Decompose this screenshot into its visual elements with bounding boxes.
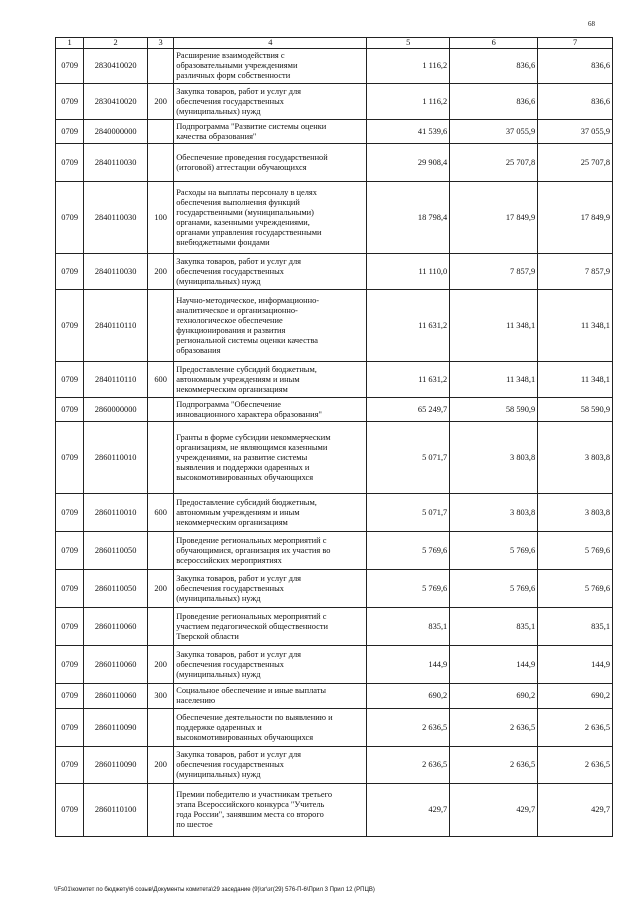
amount-year2-cell: 2 636,5 [450, 747, 538, 784]
amount-year1-cell: 690,2 [367, 684, 450, 709]
section-code-cell: 0709 [56, 254, 84, 290]
amount-year3-cell: 5 769,6 [538, 570, 613, 608]
amount-year2-cell: 58 590,9 [450, 398, 538, 422]
item-name-cell: Обеспечение деятельности по выявлению и поддержке одаренных и высокомотивированных обучающихся [174, 709, 367, 747]
target-code-cell: 2860110060 [84, 646, 148, 684]
table-row [56, 84, 613, 120]
amount-year3-cell: 690,2 [538, 684, 613, 709]
amount-year2-cell: 836,6 [450, 49, 538, 84]
item-name-cell: Закупка товаров, работ и услуг для обеспечения государственных (муниципальных) нужд [174, 747, 367, 784]
expense-type-cell [147, 784, 173, 837]
expense-type-cell [147, 120, 173, 144]
amount-year2-cell: 144,9 [450, 646, 538, 684]
amount-year3-cell: 11 348,1 [538, 362, 613, 398]
target-code-cell: 2830410020 [84, 84, 148, 120]
item-name-cell: Закупка товаров, работ и услуг для обеспечения государственных (муниципальных) нужд [174, 570, 367, 608]
section-code-cell: 0709 [56, 49, 84, 84]
amount-year3-cell: 3 803,8 [538, 422, 613, 494]
amount-year3-cell: 2 636,5 [538, 709, 613, 747]
amount-year1-cell: 5 071,7 [367, 422, 450, 494]
budget-table [55, 37, 613, 837]
table-row [56, 422, 613, 494]
amount-year3-cell: 2 636,5 [538, 747, 613, 784]
section-code-cell: 0709 [56, 784, 84, 837]
table-row [56, 362, 613, 398]
expense-type-cell [147, 608, 173, 646]
section-code-cell: 0709 [56, 182, 84, 254]
item-name-cell: Подпрограмма "Развитие системы оценки качества образования" [174, 120, 367, 144]
item-name-cell: Расширение взаимодействия с образовательными учреждениями различных форм собственности [174, 49, 367, 84]
item-name-cell: Научно-методическое, информационно- аналитическое и организационно- технологическое обеспечение функционирования и развития региональной системы оценки качества образования [174, 290, 367, 362]
amount-year1-cell: 1 116,2 [367, 84, 450, 120]
amount-year1-cell: 835,1 [367, 608, 450, 646]
table-header-row [56, 38, 613, 49]
amount-year2-cell: 2 636,5 [450, 709, 538, 747]
target-code-cell: 2830410020 [84, 49, 148, 84]
target-code-cell: 2840000000 [84, 120, 148, 144]
section-code-cell: 0709 [56, 608, 84, 646]
amount-year2-cell: 3 803,8 [450, 422, 538, 494]
item-name-cell: Предоставление субсидий бюджетным, автономным учреждениям и иным некоммерческим организациям [174, 362, 367, 398]
table-row [56, 684, 613, 709]
amount-year1-cell: 2 636,5 [367, 709, 450, 747]
table-row [56, 49, 613, 84]
expense-type-cell: 200 [147, 84, 173, 120]
target-code-cell: 2840110110 [84, 290, 148, 362]
amount-year3-cell: 25 707,8 [538, 144, 613, 182]
expense-type-cell: 200 [147, 646, 173, 684]
expense-type-cell [147, 49, 173, 84]
amount-year2-cell: 3 803,8 [450, 494, 538, 532]
expense-type-cell [147, 144, 173, 182]
target-code-cell: 2860110060 [84, 608, 148, 646]
amount-year1-cell: 11 110,0 [367, 254, 450, 290]
expense-type-cell: 600 [147, 362, 173, 398]
target-code-cell: 2840110030 [84, 182, 148, 254]
section-code-cell: 0709 [56, 84, 84, 120]
amount-year2-cell: 690,2 [450, 684, 538, 709]
expense-type-cell [147, 532, 173, 570]
amount-year1-cell: 1 116,2 [367, 49, 450, 84]
expense-type-cell [147, 398, 173, 422]
amount-year1-cell: 65 249,7 [367, 398, 450, 422]
expense-type-cell: 600 [147, 494, 173, 532]
amount-year2-cell: 835,1 [450, 608, 538, 646]
amount-year1-cell: 29 908,4 [367, 144, 450, 182]
table-row [56, 494, 613, 532]
amount-year1-cell: 5 071,7 [367, 494, 450, 532]
expense-type-cell [147, 290, 173, 362]
item-name-cell: Закупка товаров, работ и услуг для обеспечения государственных (муниципальных) нужд [174, 254, 367, 290]
expense-type-cell [147, 709, 173, 747]
col-header: 1 [56, 38, 84, 49]
file-path-footer: \\Fs01\комитет по бюджету\6 созыв\Документы комитета\29 заседание (9)\зг\зг(29) 576-П-6\Прил 3 Прил 12 (РПЦВ) [54, 887, 375, 893]
target-code-cell: 2860110090 [84, 709, 148, 747]
amount-year2-cell: 429,7 [450, 784, 538, 837]
table-row [56, 747, 613, 784]
col-header: 5 [367, 38, 450, 49]
item-name-cell: Гранты в форме субсидии некоммерческим организациям, не являющимся казенными учреждениями, на развитие системы выявления и поддержки одаренных и высокомотивированных обучающихся [174, 422, 367, 494]
target-code-cell: 2840110030 [84, 144, 148, 182]
target-code-cell: 2860110050 [84, 532, 148, 570]
amount-year1-cell: 18 798,4 [367, 182, 450, 254]
item-name-cell: Проведение региональных мероприятий с участием педагогической общественности Тверской области [174, 608, 367, 646]
amount-year3-cell: 835,1 [538, 608, 613, 646]
section-code-cell: 0709 [56, 646, 84, 684]
amount-year3-cell: 144,9 [538, 646, 613, 684]
amount-year3-cell: 836,6 [538, 49, 613, 84]
item-name-cell: Подпрограмма "Обеспечение инновационного характера образования" [174, 398, 367, 422]
amount-year1-cell: 41 539,6 [367, 120, 450, 144]
expense-type-cell [147, 422, 173, 494]
col-header: 4 [174, 38, 367, 49]
section-code-cell: 0709 [56, 532, 84, 570]
target-code-cell: 2840110030 [84, 254, 148, 290]
amount-year3-cell: 58 590,9 [538, 398, 613, 422]
amount-year2-cell: 5 769,6 [450, 532, 538, 570]
col-header: 3 [147, 38, 173, 49]
table-row [56, 608, 613, 646]
target-code-cell: 2860110010 [84, 422, 148, 494]
table-row [56, 254, 613, 290]
page-number: 68 [588, 20, 595, 28]
table-row [56, 398, 613, 422]
section-code-cell: 0709 [56, 709, 84, 747]
item-name-cell: Закупка товаров, работ и услуг для обеспечения государственных (муниципальных) нужд [174, 84, 367, 120]
section-code-cell: 0709 [56, 422, 84, 494]
amount-year3-cell: 429,7 [538, 784, 613, 837]
item-name-cell: Предоставление субсидий бюджетным, автономным учреждениям и иным некоммерческим организациям [174, 494, 367, 532]
col-header: 2 [84, 38, 148, 49]
section-code-cell: 0709 [56, 398, 84, 422]
section-code-cell: 0709 [56, 494, 84, 532]
section-code-cell: 0709 [56, 747, 84, 784]
table-row [56, 646, 613, 684]
amount-year2-cell: 17 849,9 [450, 182, 538, 254]
target-code-cell: 2860110010 [84, 494, 148, 532]
amount-year1-cell: 2 636,5 [367, 747, 450, 784]
col-header: 6 [450, 38, 538, 49]
amount-year1-cell: 11 631,2 [367, 362, 450, 398]
amount-year2-cell: 836,6 [450, 84, 538, 120]
section-code-cell: 0709 [56, 290, 84, 362]
expense-type-cell: 200 [147, 254, 173, 290]
amount-year1-cell: 11 631,2 [367, 290, 450, 362]
amount-year3-cell: 5 769,6 [538, 532, 613, 570]
amount-year1-cell: 429,7 [367, 784, 450, 837]
target-code-cell: 2860110050 [84, 570, 148, 608]
target-code-cell: 2860110060 [84, 684, 148, 709]
table-row [56, 784, 613, 837]
table-row [56, 144, 613, 182]
expense-type-cell: 300 [147, 684, 173, 709]
item-name-cell: Проведение региональных мероприятий с обучающимися, организация их участия во всероссийских мероприятиях [174, 532, 367, 570]
amount-year2-cell: 25 707,8 [450, 144, 538, 182]
amount-year2-cell: 7 857,9 [450, 254, 538, 290]
table-row [56, 182, 613, 254]
section-code-cell: 0709 [56, 144, 84, 182]
amount-year1-cell: 5 769,6 [367, 570, 450, 608]
amount-year1-cell: 5 769,6 [367, 532, 450, 570]
table-row [56, 290, 613, 362]
expense-type-cell: 200 [147, 747, 173, 784]
target-code-cell: 2860000000 [84, 398, 148, 422]
section-code-cell: 0709 [56, 684, 84, 709]
amount-year3-cell: 7 857,9 [538, 254, 613, 290]
col-header: 7 [538, 38, 613, 49]
amount-year2-cell: 5 769,6 [450, 570, 538, 608]
target-code-cell: 2840110110 [84, 362, 148, 398]
table-row [56, 532, 613, 570]
item-name-cell: Премии победителю и участникам третьего этапа Всероссийского конкурса "Учитель года России", занявшим места со второго по шестое [174, 784, 367, 837]
target-code-cell: 2860110100 [84, 784, 148, 837]
amount-year3-cell: 11 348,1 [538, 290, 613, 362]
expense-type-cell: 100 [147, 182, 173, 254]
amount-year3-cell: 37 055,9 [538, 120, 613, 144]
table-row [56, 120, 613, 144]
section-code-cell: 0709 [56, 120, 84, 144]
amount-year2-cell: 37 055,9 [450, 120, 538, 144]
section-code-cell: 0709 [56, 362, 84, 398]
table-row [56, 709, 613, 747]
target-code-cell: 2860110090 [84, 747, 148, 784]
item-name-cell: Обеспечение проведения государственной (итоговой) аттестации обучающихся [174, 144, 367, 182]
amount-year2-cell: 11 348,1 [450, 362, 538, 398]
amount-year3-cell: 17 849,9 [538, 182, 613, 254]
item-name-cell: Закупка товаров, работ и услуг для обеспечения государственных (муниципальных) нужд [174, 646, 367, 684]
amount-year3-cell: 3 803,8 [538, 494, 613, 532]
amount-year3-cell: 836,6 [538, 84, 613, 120]
expense-type-cell: 200 [147, 570, 173, 608]
amount-year2-cell: 11 348,1 [450, 290, 538, 362]
item-name-cell: Социальное обеспечение и иные выплаты населению [174, 684, 367, 709]
item-name-cell: Расходы на выплаты персоналу в целях обеспечения выполнения функций государственными (муниципальными) органами, казенными учреждениями, органами управления государственными внебюджетными фондами [174, 182, 367, 254]
table-row [56, 570, 613, 608]
section-code-cell: 0709 [56, 570, 84, 608]
amount-year1-cell: 144,9 [367, 646, 450, 684]
